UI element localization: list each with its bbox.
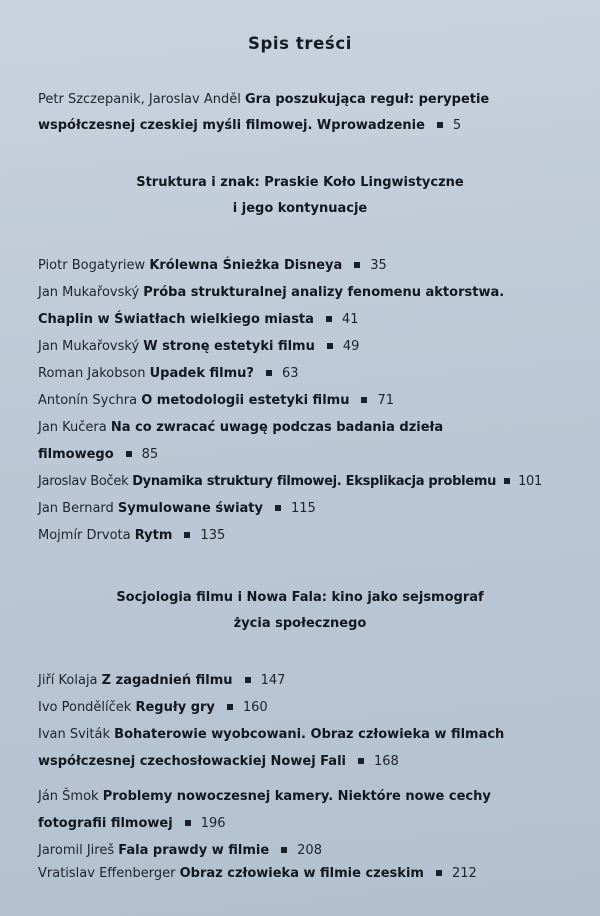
entry-page: 115 xyxy=(291,501,316,516)
bullet-square xyxy=(437,122,443,128)
section-heading: życia społecznego xyxy=(233,616,367,631)
entry-title: Upadek filmu? xyxy=(149,366,254,381)
bullet-square xyxy=(266,370,272,376)
entry-title-cont: filmowego xyxy=(38,447,114,462)
entry-page: 101 xyxy=(518,474,542,489)
toc-entry xyxy=(38,474,542,489)
entry-title: Reguły gry xyxy=(135,700,215,715)
entry-page: 35 xyxy=(370,258,387,273)
toc-entry xyxy=(38,727,504,742)
entry-title: Z zagadnień filmu xyxy=(101,673,233,688)
toc-entry xyxy=(38,700,268,715)
bullet-square xyxy=(327,343,333,349)
entry-page: 196 xyxy=(200,816,226,831)
entry-title: O metodologii estetyki filmu xyxy=(141,393,350,408)
entry-page: 168 xyxy=(373,754,399,769)
entry-title: Bohaterowie wyobcowani. Obraz człowieka w filmach xyxy=(114,727,505,742)
entry-author: Piotr Bogatyriew xyxy=(38,258,146,273)
toc-entry xyxy=(38,866,477,881)
entry-title-cont: fotografii filmowej xyxy=(38,816,173,831)
entry-title: Na co zwracać uwagę podczas badania dzieła xyxy=(110,420,444,435)
entry-title: Królewna Śnieżka Disneya xyxy=(149,258,343,273)
entry-author: Ivo Pondělíček xyxy=(38,700,132,715)
bullet-square xyxy=(358,758,364,764)
entry-author: Jan Bernard xyxy=(38,501,114,516)
toc-entry xyxy=(38,285,504,300)
toc-entry xyxy=(38,393,394,408)
bullet-square xyxy=(185,820,191,826)
entry-author: Jan Mukařovský xyxy=(38,339,140,354)
entry-title-cont: współczesnej czeskiej myśli filmowej. Wprowadzenie xyxy=(38,118,425,133)
bullet-square xyxy=(326,316,332,322)
entry-author: Ivan Sviták xyxy=(38,727,111,742)
bullet-square xyxy=(227,704,233,710)
entry-page: 85 xyxy=(141,447,159,462)
entry-author: Vratislav Effenberger xyxy=(38,866,176,881)
toc-entry xyxy=(38,843,322,858)
section-heading: Struktura i znak: Praskie Koło Lingwistyczne xyxy=(136,175,464,190)
entry-title: Problemy nowoczesnej kamery. Niektóre nowe cechy xyxy=(102,789,491,804)
toc-entry-cont xyxy=(38,816,226,831)
toc-entry xyxy=(38,258,387,273)
entry-title: Próba strukturalnej analizy fenomenu aktorstwa. xyxy=(143,285,505,300)
entry-page: 41 xyxy=(341,312,359,327)
toc-entry-intro xyxy=(38,92,489,107)
bullet-square xyxy=(504,478,510,484)
entry-title: Rytm xyxy=(134,528,173,543)
entry-page: 147 xyxy=(260,673,286,688)
bullet-square xyxy=(354,262,360,268)
entry-page: 71 xyxy=(377,393,394,408)
entry-author: Jaromil Jireš xyxy=(38,843,115,858)
bullet-square xyxy=(436,870,442,876)
entry-title: Gra poszukująca reguł: perypetie xyxy=(244,92,490,107)
entry-page: 49 xyxy=(342,339,360,354)
toc-entry-cont xyxy=(38,447,158,462)
entry-title: Dynamika struktury filmowej. Eksplikacja problemu xyxy=(132,474,497,489)
section-heading: Socjologia filmu i Nowa Fala: kino jako sejsmograf xyxy=(116,590,484,605)
page-title: Spis treści xyxy=(248,34,352,53)
entry-author: Jiří Kolaja xyxy=(38,673,98,688)
entry-title: W stronę estetyki filmu xyxy=(143,339,315,354)
toc-entry-intro-cont xyxy=(38,118,461,133)
entry-page: 5 xyxy=(452,118,462,133)
section-heading: i jego kontynuacje xyxy=(232,201,368,216)
toc-entry xyxy=(38,789,491,804)
toc-entry xyxy=(38,528,225,543)
entry-author: Roman Jakobson xyxy=(38,366,146,381)
entry-author: Mojmír Drvota xyxy=(38,528,131,543)
entry-author: Jan Kučera xyxy=(38,420,107,435)
bullet-square xyxy=(126,451,132,457)
entry-title: Obraz człowieka w filmie czeskim xyxy=(179,866,424,881)
bullet-square xyxy=(245,677,251,683)
toc-entry xyxy=(38,420,443,435)
entry-author: Jan Mukařovský xyxy=(38,285,140,300)
entry-author: Ján Šmok xyxy=(38,789,99,804)
toc-entry xyxy=(38,673,285,688)
entry-title-cont: Chaplin w Światłach wielkiego miasta xyxy=(38,312,314,327)
entry-page: 208 xyxy=(297,843,322,858)
toc-entry-cont xyxy=(38,754,399,769)
entry-page: 160 xyxy=(242,700,268,715)
toc-entry xyxy=(38,339,359,354)
entry-author: Petr Szczepanik, Jaroslav Anděl xyxy=(38,92,241,107)
entry-page: 63 xyxy=(281,366,299,381)
bullet-square xyxy=(361,397,367,403)
entry-page: 212 xyxy=(451,866,477,881)
bullet-square xyxy=(281,847,287,853)
entry-author: Jaroslav Boček xyxy=(38,474,129,489)
bullet-square xyxy=(184,532,190,538)
entry-title: Symulowane światy xyxy=(117,501,263,516)
toc-entry xyxy=(38,501,316,516)
toc-entry xyxy=(38,366,299,381)
entry-page: 135 xyxy=(200,528,226,543)
toc-entry-cont xyxy=(38,312,358,327)
entry-title-cont: współczesnej czechosłowackiej Nowej Fali xyxy=(38,754,346,769)
entry-title: Fala prawdy w filmie xyxy=(118,843,270,858)
entry-author: Antonín Sychra xyxy=(38,393,138,408)
bullet-square xyxy=(275,505,281,511)
